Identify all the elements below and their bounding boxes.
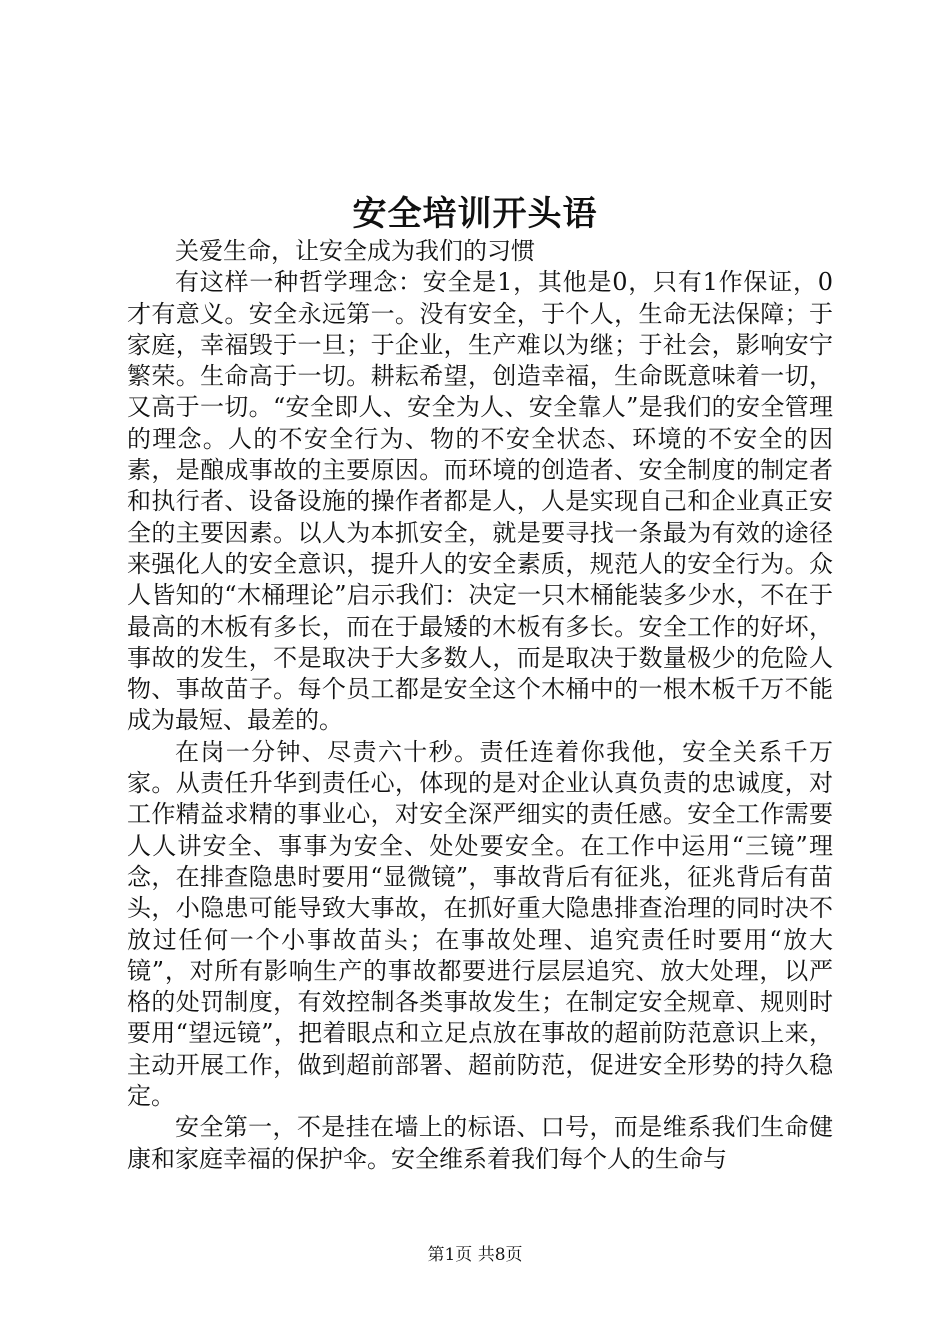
page-number-footer: 第1页 共8页 [427, 1245, 523, 1265]
document-title: 安全培训开头语 [352, 194, 598, 234]
paragraph-subtitle: 关爱生命，让安全成为我们的习惯 [175, 237, 535, 265]
paragraph: 在岗一分钟、尽责六十秒。责任连着你我他，安全关系千万家。从责任升华到责任心，体现的是对企业认真负责的忠诚度，对工作精益求精的事业心，对安全深严细实的责任感。安全工作需要人人讲安全、事事为安全、处处要安全。在工作中运用“三镜”理念，在排查隐患时要用“显微镜”，事故背后有征兆，征兆背后有苗头，小隐患可能导致大事故，在抓好重大隐患排查治理的同时决不放过任何一个小事故苗头；在事故处理、追究责任时要用“放大镜”，对所有影响生产的事故都要进行层层追究、放大处理，以严格的处罚制度，有效控制各类事故发生；在制定安全规章、规则时要用“望远镜”，把着眼点和立足点放在事故的超前防范意识上来，主动开展工作，做到超前部署、超前防范，促进安全形势的持久稳定。 [127, 737, 833, 1111]
document-body [127, 236, 833, 1175]
paragraph: 有这样一种哲学理念：安全是1，其他是0，只有1作保证，0才有意义。安全永远第一。没有安全，于个人，生命无法保障；于家庭，幸福毁于一旦；于企业，生产难以为继；于社会，影响安宁繁荣。生命高于一切。耕耘希望，创造幸福，生命既意味着一切，又高于一切。“安全即人、安全为人、安全靠人”是我们的安全管理的理念。人的不安全行为、物的不安全状态、环境的不安全的因素，是酿成事故的主要原因。而环境的创造者、安全制度的制定者和执行者、设备设施的操作者都是人，人是实现自己和企业真正安全的主要因素。以人为本抓安全，就是要寻找一条最为有效的途径来强化人的安全意识，提升人的安全素质，规范人的安全行为。众人皆知的“木桶理论”启示我们：决定一只木桶能装多少水，不在于最高的木板有多长，而在于最矮的木板有多长。安全工作的好坏，事故的发生，不是取决于大多数人，而是取决于数量极少的危险人物、事故苗子。每个员工都是安全这个木桶中的一根木板千万不能成为最短、最差的。 [127, 268, 833, 735]
paragraph: 安全第一，不是挂在墙上的标语、口号，而是维系我们生命健康和家庭幸福的保护伞。安全维系着我们每个人的生命与 [127, 1113, 833, 1173]
